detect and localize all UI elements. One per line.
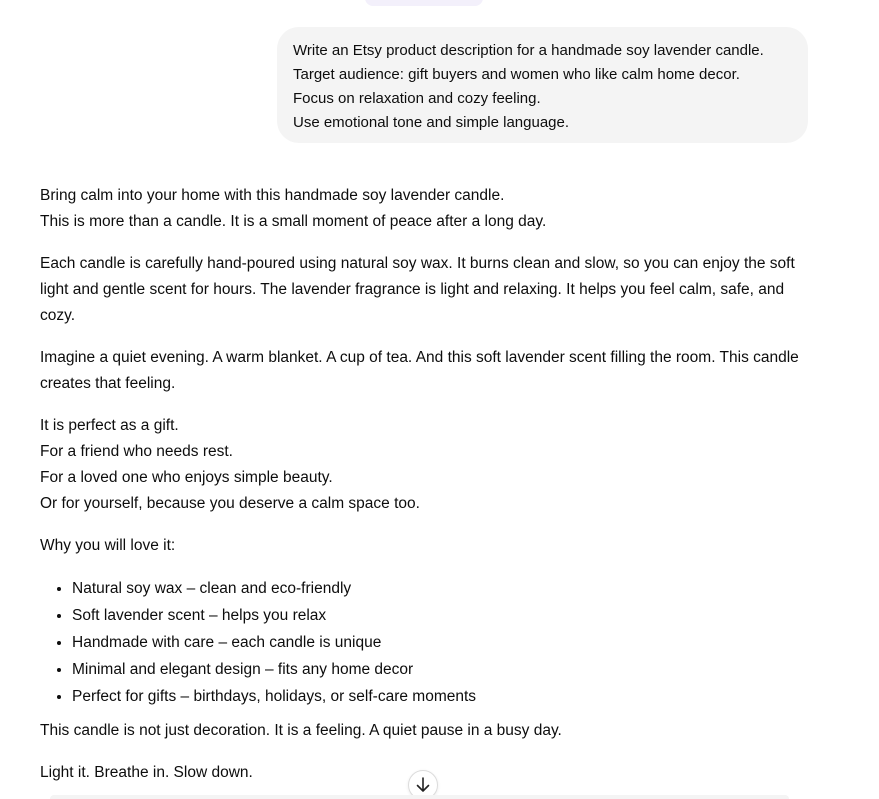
why-heading: Why you will love it:	[40, 537, 176, 554]
gift-line: For a loved one who enjoys simple beauty.	[40, 469, 333, 486]
gift-paragraph	[40, 413, 820, 517]
intro-paragraph	[40, 183, 820, 235]
imagine-paragraph: Imagine a quiet evening. A warm blanket. A cup of tea. And this soft lavender scent filling the room. This candle creates that feeling.	[40, 349, 799, 392]
user-message-line: Focus on relaxation and cozy feeling.	[293, 90, 541, 107]
user-message-line: Use emotional tone and simple language.	[293, 114, 570, 131]
list-item: • Handmade with care – each candle is unique	[72, 629, 820, 656]
list-item: • Minimal and elegant design – fits any home decor	[72, 656, 820, 683]
gift-line: Or for yourself, because you deserve a calm space too.	[40, 495, 420, 512]
arrow-down-icon	[416, 777, 430, 793]
previous-element-edge	[365, 0, 483, 6]
assistant-message	[40, 183, 820, 799]
user-message-line: Write an Etsy product description for a handmade soy lavender candle.	[293, 42, 764, 59]
intro-line: This is more than a candle. It is a small moment of peace after a long day.	[40, 213, 547, 230]
gift-line: For a friend who needs rest.	[40, 443, 233, 460]
benefits-list	[40, 575, 820, 710]
closing-paragraph: This candle is not just decoration. It is a feeling. A quiet pause in a busy day.	[40, 722, 562, 739]
list-item: • Perfect for gifts – birthdays, holidays, or self-care moments	[72, 683, 820, 710]
user-message-bubble	[277, 27, 808, 143]
list-item: • Soft lavender scent – helps you relax	[72, 602, 820, 629]
craft-paragraph: Each candle is carefully hand-poured using natural soy wax. It burns clean and slow, so you can enjoy the soft light and gentle scent for hours. The lavender fragrance is light and relaxing. It helps you feel calm, safe, and cozy.	[40, 255, 795, 324]
final-line: Light it. Breathe in. Slow down.	[40, 764, 253, 781]
user-message-line: Target audience: gift buyers and women who like calm home decor.	[293, 66, 740, 83]
gift-line: It is perfect as a gift.	[40, 417, 179, 434]
composer-edge	[50, 795, 789, 799]
intro-line: Bring calm into your home with this handmade soy lavender candle.	[40, 187, 505, 204]
list-item: • Natural soy wax – clean and eco-friendly	[72, 575, 820, 602]
